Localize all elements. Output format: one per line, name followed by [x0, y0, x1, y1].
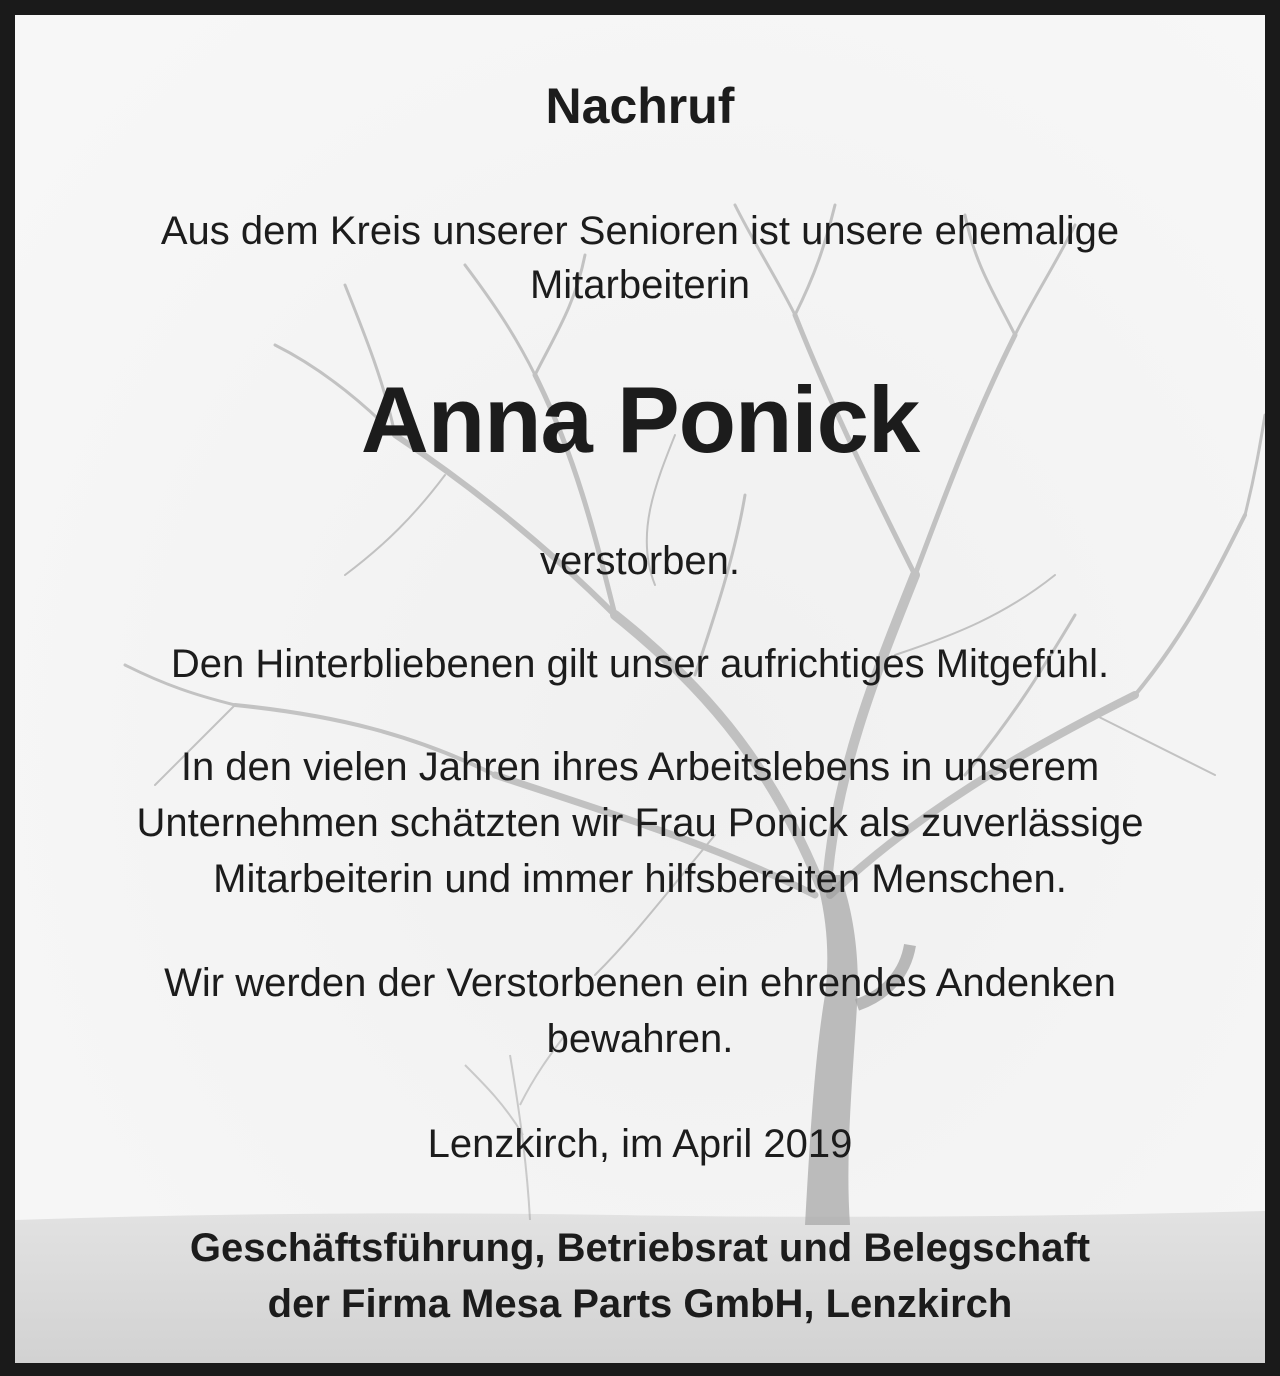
notice-title: Nachruf [545, 78, 735, 134]
condolence-text: Den Hinterbliebenen gilt unser aufrichtiges Mitgefühl. [170, 642, 1110, 686]
intro-line: Mitarbeiterin [529, 263, 751, 307]
tribute-line: In den vielen Jahren ihres Arbeitslebens in unserem [180, 745, 1100, 789]
notice-text [15, 15, 1265, 1363]
remembrance-line: bewahren. [546, 1017, 734, 1061]
tribute-line: Unternehmen schätzten wir Frau Ponick als zuverlässige [136, 801, 1144, 845]
intro-line: Aus dem Kreis unserer Senioren ist unsere ehemalige [160, 209, 1120, 253]
place-date: Lenzkirch, im April 2019 [427, 1122, 853, 1166]
signature-line: Geschäftsführung, Betriebsrat und Belegschaft [189, 1226, 1091, 1270]
deceased-name: Anna Ponick [360, 367, 920, 472]
deceased-text: verstorben. [539, 539, 741, 583]
tribute-line: Mitarbeiterin und immer hilfsbereiten Menschen. [213, 857, 1067, 901]
remembrance-line: Wir werden der Verstorbenen ein ehrendes Andenken [164, 961, 1116, 1005]
signature-line: der Firma Mesa Parts GmbH, Lenzkirch [267, 1282, 1013, 1326]
